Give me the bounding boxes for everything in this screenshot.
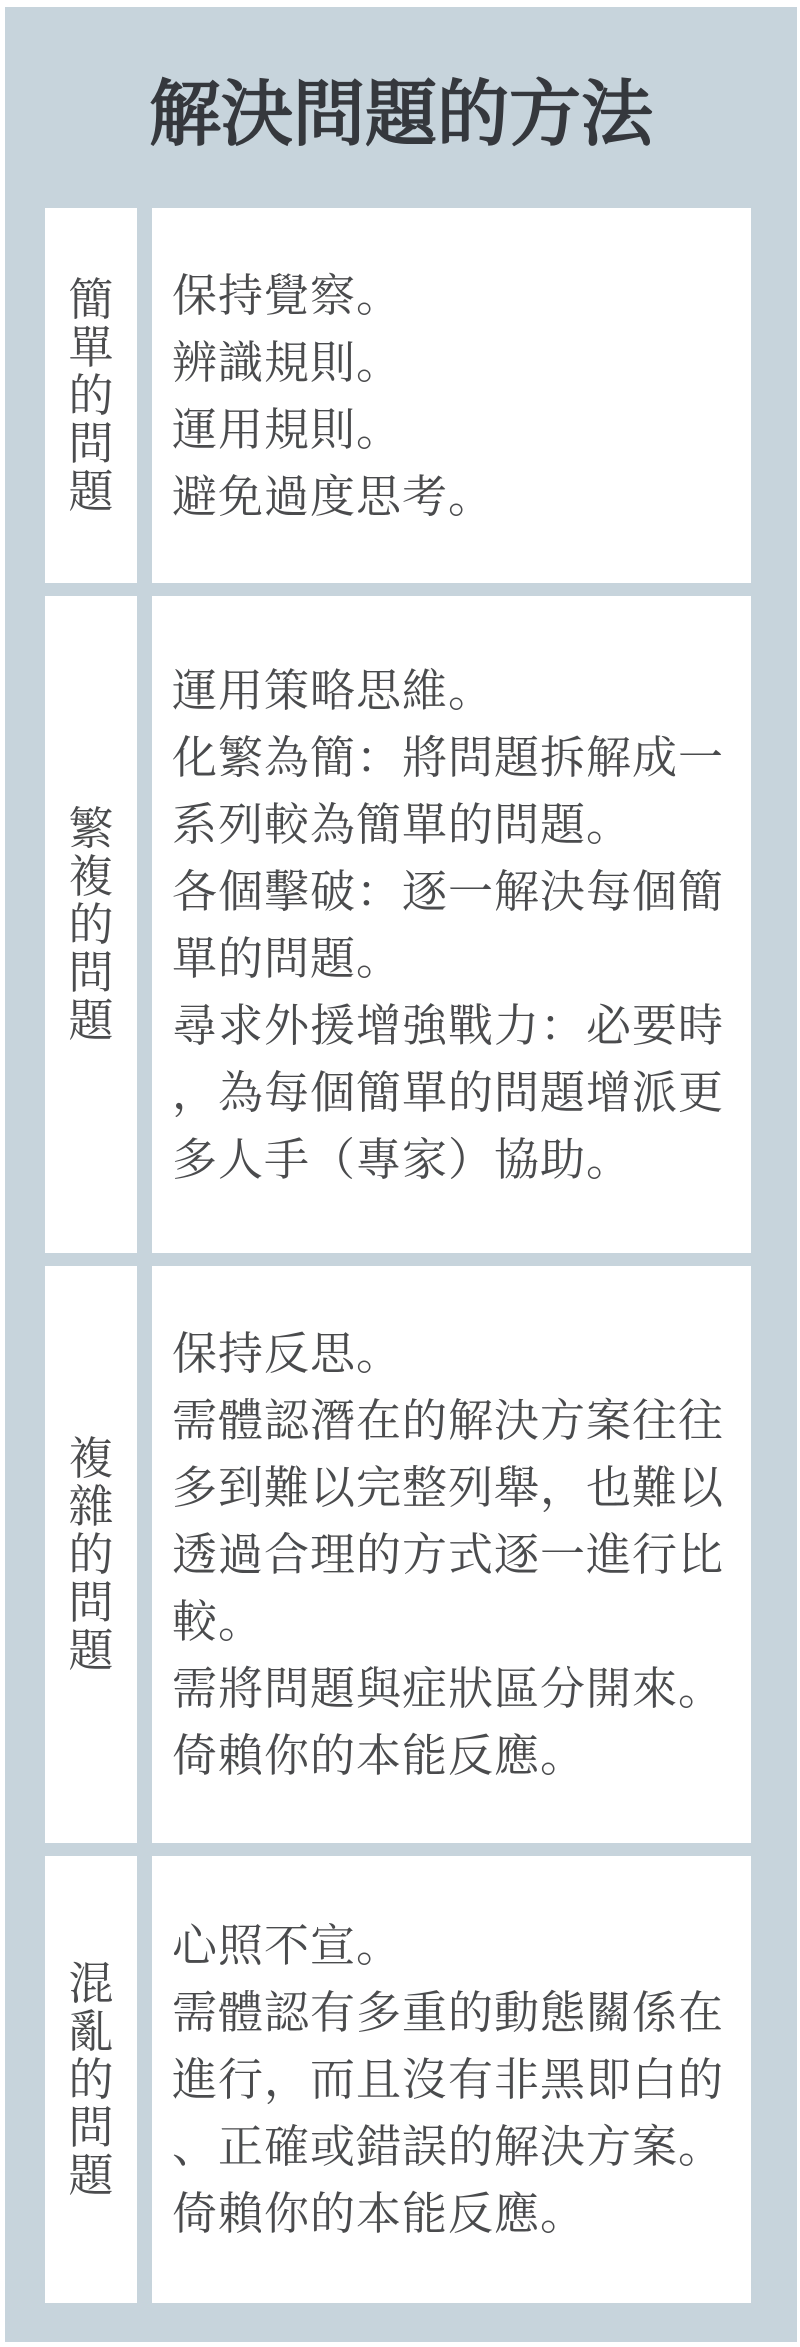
sentence: 避免過度思考。 [172,470,495,522]
row-label-card [45,596,137,1253]
sentence: 需體認有多重的動態關係在進行，而且沒有非黑即白的、正確或錯誤的解決方案。 [172,1987,725,2172]
row-label-card [45,1856,137,2303]
row-chaotic-problems [45,1856,757,2303]
sentence: 運用策略思維。 [172,664,495,716]
sentence: 心照不宣。 [172,1920,403,1971]
sentence: 保持反思。 [172,1328,403,1379]
row-complex-problems [45,1266,757,1843]
sentence: 辨識規則。 [172,336,403,388]
sentence: 需將問題與症狀區分開來。 [172,1663,725,1714]
row-simple-problems [45,208,757,583]
row-complicated-problems [45,596,757,1253]
row-label-vertical: 混 亂 的 問 題 [68,1957,114,2201]
row-label-vertical: 簡 單 的 問 題 [68,273,114,517]
row-label-card [45,208,137,583]
row-content-card [152,208,751,583]
sentence: 運用規則。 [172,403,403,455]
sentence: 保持覺察。 [172,269,403,321]
row-label-card [45,1266,137,1843]
sentence: 各個擊破：逐一解決每個簡單的問題。 [172,865,725,984]
sentence: 化繁為簡：將問題拆解成一系列較為簡單的問題。 [172,731,725,850]
sentence: 尋求外援增強戰力：必要時，為每個簡單的問題增派更多人手（專家）協助。 [172,999,725,1185]
row-content-card [152,1856,751,2303]
sentence: 倚賴你的本能反應。 [172,2188,587,2239]
title-band [5,7,797,208]
blue-frame [5,7,797,2342]
row-content-card [152,1266,751,1843]
row-label-vertical: 複 雜 的 問 題 [68,1432,114,1676]
sentence: 倚賴你的本能反應。 [172,1730,587,1781]
page-title: 解決問題的方法 [148,74,653,155]
row-content-card [152,596,751,1253]
sentence: 需體認潛在的解決方案往往多到難以完整列舉，也難以透過合理的方式逐一進行比較。 [172,1395,725,1647]
row-label-vertical: 繁 複 的 問 題 [68,802,114,1046]
